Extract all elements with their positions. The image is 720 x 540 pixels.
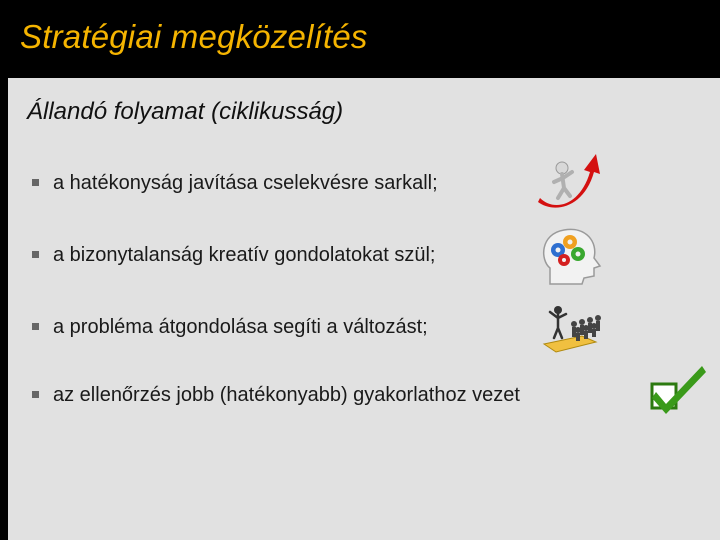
bullet-item — [32, 310, 712, 350]
bullet-square-icon — [32, 251, 39, 258]
bullet-square-icon — [32, 323, 39, 330]
checkmark-icon — [646, 362, 710, 418]
slide-content — [8, 78, 720, 540]
slide-title: Stratégiai megközelítés — [20, 18, 368, 55]
title-bar — [0, 0, 720, 76]
slide-subtitle: Állandó folyamat (ciklikusság) — [27, 98, 344, 125]
bullet-square-icon — [32, 391, 39, 398]
bullet-text: a hatékonyság javítása cselekvésre sarkall; — [53, 172, 438, 194]
leader-crowd-icon — [538, 296, 608, 360]
head-gears-icon — [536, 224, 606, 288]
bullet-text: az ellenőrzés jobb (hatékonyabb) gyakorlathoz vezet — [53, 384, 520, 406]
bullet-text: a probléma átgondolása segíti a változást; — [53, 316, 428, 338]
bullet-square-icon — [32, 179, 39, 186]
bullet-item — [32, 238, 712, 278]
bullet-text: a bizonytalanság kreatív gondolatokat szül; — [53, 244, 436, 266]
arrow-climber-icon — [532, 150, 602, 214]
bullet-item — [32, 166, 712, 206]
bullet-item — [32, 378, 712, 418]
